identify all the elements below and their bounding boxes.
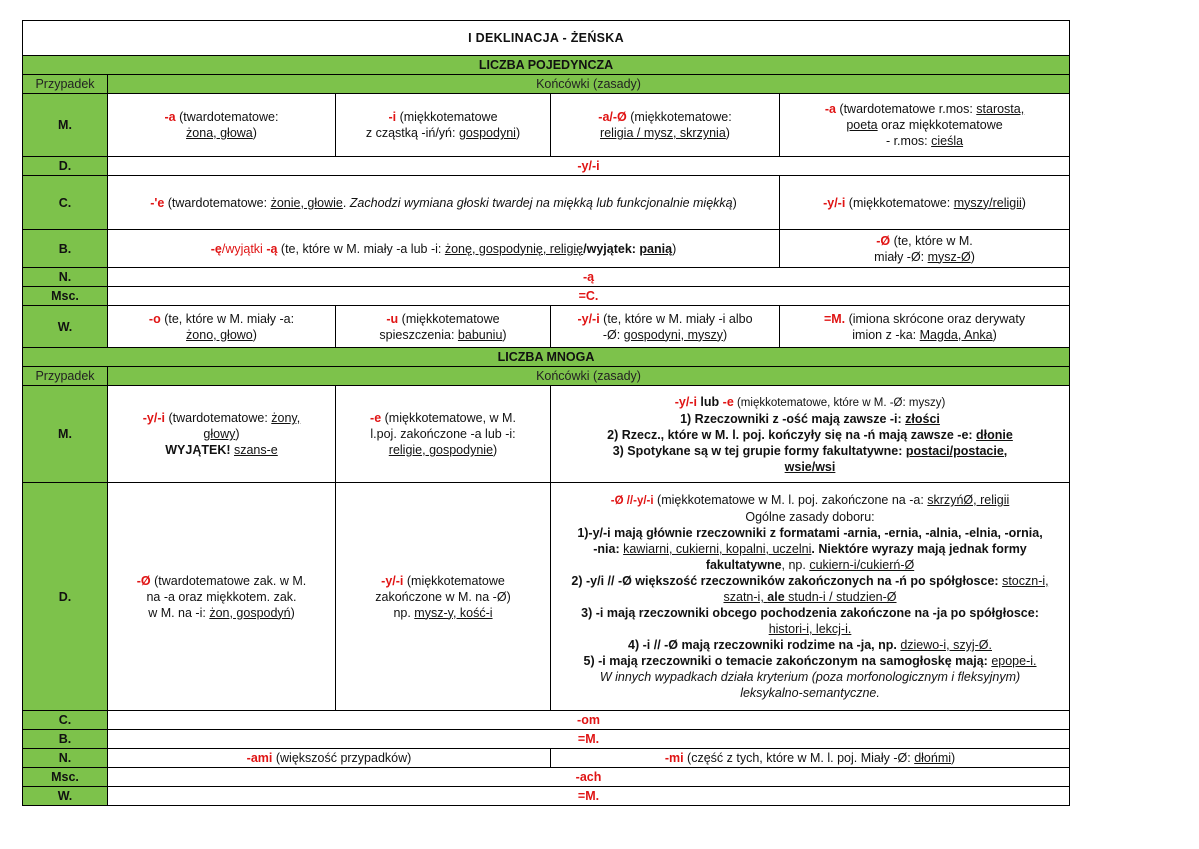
ending-note: zakończone w M. na -Ø) (375, 589, 511, 604)
ending-cell (108, 787, 1070, 806)
ending-cell (108, 94, 336, 157)
ending: -ach (575, 770, 602, 784)
ending-note: (miękkotematowe (403, 573, 505, 588)
ending: -o (148, 311, 161, 326)
rule-text: 3) -i mają rzeczowniki obcego pochodzenia zakończone na -ja po spółgłosce: (581, 606, 1039, 620)
ending-note: (te, które w M. (890, 233, 973, 248)
rule-text: , np. (781, 558, 810, 572)
ending-note: (miękkotematowe (396, 110, 498, 124)
example: żono, głowo (186, 327, 253, 342)
declension-table (22, 20, 1070, 806)
declension-sheet (22, 20, 1069, 806)
table-row (23, 176, 1070, 230)
ending-note: w M. na -i: (148, 605, 210, 620)
ending-note: ) (252, 126, 257, 140)
ending-note: (twardotematowe: (175, 110, 279, 124)
rule-text: 1) Rzeczowniki z -ość mają zawsze -i: (680, 411, 906, 426)
ending-cell (780, 176, 1070, 230)
ending: -a/-Ø (598, 110, 627, 124)
example: żonę, gospodynię, religię (444, 241, 584, 256)
case-label: Msc. (23, 768, 108, 787)
ending-cell (108, 268, 1070, 287)
table-row (23, 787, 1070, 806)
table-row (23, 94, 1070, 157)
ending-note: - r.mos: (885, 134, 932, 148)
ending-note: ) (502, 327, 507, 342)
column-header-case: Przypadek (23, 367, 108, 386)
title-row (23, 21, 1070, 56)
singular-column-header-row (23, 75, 1070, 94)
ending: -'e (150, 195, 165, 210)
table-row (23, 730, 1070, 749)
rule-text: 5) -i mają rzeczowniki o temacie zakończonym na samogłoskę mają: (583, 654, 992, 668)
example: skrzyńØ, religii (927, 493, 1010, 507)
ending: -e (722, 394, 734, 409)
exception-note: /wyjątek: (583, 241, 640, 256)
ending-note: (te, które w M. miały -a: (160, 311, 295, 326)
ending-cell (108, 730, 1070, 749)
ending-cell (551, 749, 1070, 768)
ending-note: (miękkotematowe, które w M. -Ø: myszy) (733, 396, 946, 409)
example: babuniu (457, 327, 503, 342)
example: epope-i. (991, 654, 1037, 668)
ending: -a (824, 102, 836, 116)
ending-note: ) (290, 605, 295, 620)
ending-note: (część z tych, które w M. l. poj. Miały -Ø: (683, 751, 915, 765)
plural-column-header-row (23, 367, 1070, 386)
ending-exception: /wyjątki (221, 241, 267, 256)
page-title: I DEKLINACJA - ŻEŃSKA (23, 21, 1070, 56)
rule-text: fakultatywne (705, 558, 782, 572)
ending: -y/-i (577, 311, 600, 326)
ending-cell (108, 306, 336, 348)
rule-text: 1)-y/-i mają głównie rzeczowniki z formatami -arnia, -ernia, -alnia, -elnia, -ornia, (577, 526, 1043, 540)
ending-cell (108, 711, 1070, 730)
example: kawiarni, cukierni, kopalni, uczelni (623, 542, 812, 556)
example: starosta, (976, 102, 1025, 116)
example: histori-i, lekcj-i. (768, 622, 852, 636)
case-label: W. (23, 306, 108, 348)
ending-cell (780, 306, 1070, 348)
ending-note: na -a oraz miękkotem. zak. (146, 589, 297, 604)
case-label: B. (23, 730, 108, 749)
ending-note: ) (723, 327, 728, 342)
case-label: C. (23, 711, 108, 730)
ending-note: (te, które w M. miały -a lub -i: (277, 241, 445, 256)
ending-note: ) (970, 249, 975, 264)
ending: -y/-i (823, 195, 846, 210)
example: religia / mysz, skrzynia (600, 126, 726, 140)
ending-note: (imiona skrócone oraz derywaty (845, 311, 1026, 326)
ending-cell (551, 483, 1070, 711)
ending-note: (miękkotematowe, w M. (381, 411, 516, 425)
case-label: M. (23, 386, 108, 483)
ending-note: ) (515, 126, 521, 140)
example: stoczn-i, (1002, 574, 1049, 588)
case-label: D. (23, 483, 108, 711)
rule-text: 3) Spotykane są w tej grupie formy fakultatywne: (612, 443, 906, 458)
case-label: N. (23, 749, 108, 768)
example: cukiern-i/cukierń-Ø (809, 558, 915, 572)
ending-note: -Ø: (602, 327, 624, 342)
ending-note: (twardotematowe r.mos: (835, 102, 977, 116)
ending-cell (780, 94, 1070, 157)
example: szatn-i, (723, 590, 768, 604)
ending-note: miały -Ø: (874, 249, 928, 264)
ending-cell (108, 176, 780, 230)
example: wsie/wsi (784, 459, 836, 474)
ending-note: (twardotematowe: (164, 411, 272, 425)
table-row (23, 483, 1070, 711)
ending-cell (336, 483, 551, 711)
ending: -om (577, 713, 600, 727)
exception-note: WYJĄTEK! (165, 443, 234, 457)
example: postaci/postacie, (905, 443, 1008, 458)
ending: -ą (582, 270, 595, 284)
example: dziewo-i, szyj-Ø. (900, 638, 992, 652)
rule-text: . Niektóre wyrazy mają jednak formy (811, 542, 1027, 556)
case-label: W. (23, 787, 108, 806)
rule-text-italic: leksykalno-semantyczne. (740, 686, 880, 700)
example: Magda, Anka (919, 327, 993, 342)
ending-note-italic: Zachodzi wymiana głoski twardej na miękką lub funkcjonalnie miękką (349, 195, 733, 210)
ending-cell (336, 306, 551, 348)
column-header-endings: Końcówki (zasady) (108, 367, 1070, 386)
ending: -Ø (136, 573, 151, 588)
ending-note: ) (992, 327, 997, 342)
ending: =M. (577, 789, 600, 803)
table-row (23, 268, 1070, 287)
ending-cell (336, 386, 551, 483)
rule-text: 2) -y/i // -Ø większość rzeczowników zakończonych na -ń po spółgłosce: (571, 574, 1003, 588)
ending-note: ) (235, 427, 240, 441)
example: dłonie (976, 427, 1013, 442)
case-label: M. (23, 94, 108, 157)
ending: -y/-i (142, 411, 165, 425)
example: myszy/religii (953, 195, 1022, 210)
rule-text: ale (767, 590, 785, 604)
ending-cell (336, 94, 551, 157)
ending-note: ) (252, 327, 257, 342)
table-row (23, 306, 1070, 348)
ending: -y/-i (674, 394, 697, 409)
ending: -Ø (876, 233, 891, 248)
rule-text: -nia: (593, 542, 624, 556)
ending-note: (miękkotematowe (398, 311, 500, 326)
example: dłońmi (914, 751, 952, 765)
ending-note: ) (672, 241, 677, 256)
example: studn-i / studzien-Ø (784, 590, 897, 604)
ending-cell (108, 157, 1070, 176)
table-row (23, 768, 1070, 787)
case-label: C. (23, 176, 108, 230)
section-header-plural: LICZBA MNOGA (23, 348, 1070, 367)
ending: =C. (578, 289, 599, 303)
ending: -u (386, 311, 399, 326)
rule-text: Ogólne zasady doboru: (745, 510, 875, 524)
example: szans-e (233, 443, 278, 457)
ending: -y/-i (381, 573, 404, 588)
ending-note: z cząstką -iń/yń: (365, 126, 459, 140)
example: poeta (846, 118, 878, 132)
example: złości (905, 411, 940, 426)
ending: -a (164, 110, 176, 124)
ending-note: l.poj. zakończone -a lub -i: (370, 427, 516, 441)
singular-section-row (23, 56, 1070, 75)
table-row (23, 749, 1070, 768)
example: żona, głowa (186, 126, 253, 140)
rule-text: 4) -i // -Ø mają rzeczowniki rodzime na -ja, np. (628, 638, 901, 652)
example: żon, gospodyń (209, 605, 291, 620)
ending-note: (miękkotematowe: (845, 195, 954, 210)
ending-note: ) (493, 443, 498, 457)
table-row (23, 386, 1070, 483)
connector: lub (696, 394, 723, 409)
ending-cell (108, 483, 336, 711)
case-label: N. (23, 268, 108, 287)
example: gospodyni (458, 126, 516, 140)
case-label: D. (23, 157, 108, 176)
ending: -i (388, 110, 397, 124)
example: mysz-y, kość-i (414, 605, 493, 620)
ending-note: (miękkotematowe: (626, 110, 732, 124)
ending: -Ø //-y/-i (610, 495, 654, 507)
ending-note: (miękkotematowe w M. l. poj. zakończone na -a: (653, 493, 928, 507)
ending-note: oraz miękkotematowe (877, 118, 1003, 132)
table-row (23, 157, 1070, 176)
rule-text: 2) Rzecz., które w M. l. poj. kończyły się na -ń mają zawsze -e: (607, 427, 977, 442)
plural-section-row (23, 348, 1070, 367)
ending-note: ) (725, 126, 730, 140)
example: cieśla (931, 134, 964, 148)
ending: -ę (210, 241, 222, 256)
column-header-case: Przypadek (23, 75, 108, 94)
table-row (23, 711, 1070, 730)
ending-cell (108, 768, 1070, 787)
table-row (23, 287, 1070, 306)
ending-note: np. (393, 605, 415, 620)
ending-cell (551, 94, 780, 157)
ending: -y/-i (577, 159, 600, 173)
ending-note: (twardotematowe: (164, 195, 271, 210)
ending-cell (108, 386, 336, 483)
example: mysz-Ø (927, 249, 971, 264)
ending-note: (twardotematowe zak. w M. (150, 573, 307, 588)
ending-note: (te, które w M. miały -i albo (599, 311, 753, 326)
ending-cell (108, 749, 551, 768)
ending-cell (108, 287, 1070, 306)
rule-text-italic: W innych wypadkach działa kryterium (poza morfonologicznym i fleksyjnym) (599, 670, 1021, 684)
ending-note: ) (951, 751, 956, 765)
section-header-singular: LICZBA POJEDYNCZA (23, 56, 1070, 75)
ending-cell (780, 230, 1070, 268)
example: głowy (203, 427, 236, 441)
ending-cell (551, 306, 780, 348)
ending: -ą (266, 241, 278, 256)
ending-note: (większość przypadków) (272, 751, 412, 765)
example: gospodyni, myszy (623, 327, 724, 342)
example: żony, (271, 411, 301, 425)
ending-note: imion z -ka: (852, 327, 920, 342)
ending-note: . (342, 195, 350, 210)
ending: -ami (246, 751, 273, 765)
example: żonie, głowie (270, 195, 343, 210)
ending: -mi (664, 751, 684, 765)
ending-note: ) (1021, 195, 1026, 210)
example: panią (639, 241, 673, 256)
example: religie, gospodynie (388, 443, 494, 457)
case-label: Msc. (23, 287, 108, 306)
ending: =M. (577, 732, 600, 746)
ending: =M. (823, 311, 846, 326)
ending-cell (108, 230, 780, 268)
ending-cell (551, 386, 1070, 483)
case-label: B. (23, 230, 108, 268)
ending: -e (370, 411, 382, 425)
table-row (23, 230, 1070, 268)
ending-note: spieszczenia: (379, 327, 458, 342)
ending-note: ) (732, 195, 737, 210)
column-header-endings: Końcówki (zasady) (108, 75, 1070, 94)
